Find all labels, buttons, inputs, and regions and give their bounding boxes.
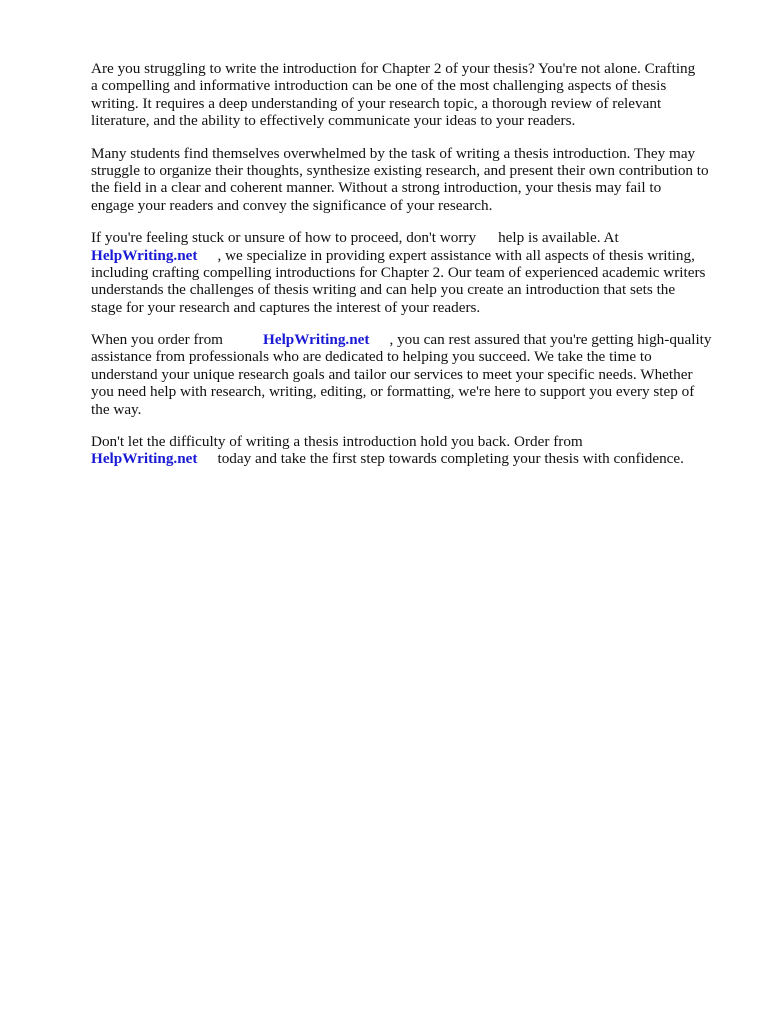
text-line: engage your readers and convey the significance of your research.	[91, 196, 493, 214]
text-line: Are you struggling to write the introduction for Chapter 2 of your thesis? You're not alone. Crafting	[91, 60, 696, 77]
text-segment: When you order from	[91, 331, 224, 349]
text-line: the field in a clear and coherent manner. Without a strong introduction, your thesis may fail to	[91, 179, 662, 197]
text-line: understand your unique research goals and tailor our services to meet your specific needs. Whether	[91, 365, 693, 383]
helpwriting-link[interactable]: HelpWriting.net	[263, 331, 370, 349]
text-segment: , we specialize in providing expert assistance with all aspects of thesis writing,	[217, 246, 695, 264]
text-segment: today and take the first step towards completing your thesis with confidence.	[217, 450, 684, 468]
text-line: writing. It requires a deep understanding of your research topic, a thorough review of relevant	[91, 94, 662, 112]
text-line: stage for your research and captures the interest of your readers.	[91, 298, 481, 316]
text-segment: , you can rest assured that you're getting high-quality	[389, 331, 712, 349]
paragraph-closing	[91, 433, 731, 468]
helpwriting-link[interactable]: HelpWriting.net	[91, 246, 198, 264]
document-page	[91, 60, 731, 483]
text-line: literature, and the ability to effectively communicate your ideas to your readers.	[91, 112, 576, 130]
text-line: including crafting compelling introductions for Chapter 2. Our team of experienced academic writers	[91, 263, 706, 281]
helpwriting-link[interactable]: HelpWriting.net	[91, 450, 198, 468]
text-line	[91, 247, 731, 264]
text-line	[91, 450, 731, 467]
text-line: Don't let the difficulty of writing a thesis introduction hold you back. Order from	[91, 433, 583, 451]
paragraph-intro	[91, 60, 731, 130]
text-segment: help is available. At	[498, 229, 619, 247]
paragraph-help	[91, 229, 731, 316]
text-line: struggle to organize their thoughts, synthesize existing research, and present their own contribution to	[91, 161, 709, 179]
text-line: Many students find themselves overwhelmed by the task of writing a thesis introduction. They may	[91, 144, 696, 162]
text-line: understands the challenges of thesis writing and can help you create an introduction that sets the	[91, 281, 676, 299]
text-line	[91, 331, 731, 348]
text-line: the way.	[91, 400, 142, 418]
paragraph-students	[91, 145, 731, 215]
paragraph-order	[91, 331, 731, 418]
text-segment: If you're feeling stuck or unsure of how to proceed, don't worry	[91, 229, 477, 247]
text-line: a compelling and informative introduction can be one of the most challenging aspects of thesis	[91, 77, 667, 95]
text-line: you need help with research, writing, editing, or formatting, we're here to support you every step of	[91, 383, 695, 401]
text-line	[91, 229, 731, 246]
text-line: assistance from professionals who are dedicated to helping you succeed. We take the time to	[91, 348, 652, 366]
